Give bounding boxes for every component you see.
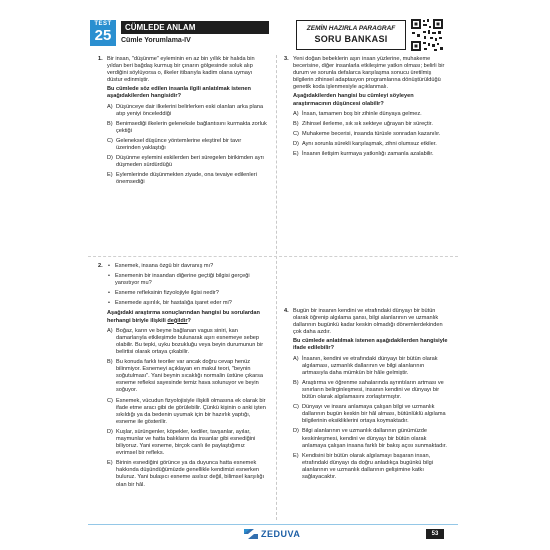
- option-text: Düşünceye dair ilkelerini belirlerken eski olanları arka plana atıp yeniyi önceleddiği: [116, 103, 264, 117]
- option-d[interactable]: [293, 141, 451, 148]
- zeduva-logo-icon: [244, 528, 258, 540]
- page-number: 53: [426, 529, 444, 539]
- question-stem: [107, 310, 267, 324]
- option-text: Bilgi alanlarının ve uzmanlık dallarının günümüzde keskinleşmesi, kendini ve dünyayı bir bütün olarak anlamaya çalışan insana farklı bir bakış açısı sunmaktadır.: [302, 428, 447, 449]
- option-e[interactable]: [107, 460, 267, 488]
- option-letter: B): [293, 379, 299, 386]
- test-number-badge: [90, 20, 116, 46]
- stem-underlined-word: değildir: [167, 317, 188, 324]
- option-letter: A): [107, 103, 113, 110]
- option-letter: D): [293, 428, 299, 435]
- option-letter: D): [107, 155, 113, 162]
- test-number: 25: [94, 27, 112, 44]
- option-letter: E): [107, 172, 113, 179]
- option-text: Muhakeme becerisi, insanda türüsle sonradan kazanılır.: [302, 130, 441, 137]
- option-d[interactable]: [107, 429, 267, 457]
- option-b[interactable]: [293, 380, 451, 401]
- option-letter: B): [293, 120, 299, 127]
- bullet-question: • Esnemenin bir insandan diğerine geçtiği bilgisi gerçeği yansıtıyor mu?: [107, 273, 267, 287]
- column-divider: [276, 55, 277, 520]
- option-c[interactable]: [107, 138, 267, 152]
- qr-code-icon: [410, 18, 444, 52]
- publisher-logo: [244, 527, 300, 541]
- footer-rule: [88, 524, 458, 525]
- question-number: 4.: [284, 308, 289, 314]
- option-b[interactable]: [107, 121, 267, 135]
- question-number: 2.: [98, 263, 103, 269]
- option-letter: C): [293, 404, 299, 411]
- option-d[interactable]: [107, 155, 267, 169]
- option-text: Eylemlerinde düşünmekten ziyade, ona tevaiye edilenleri önemsediği: [116, 172, 257, 186]
- question-1: [98, 56, 267, 190]
- option-letter: D): [107, 428, 113, 435]
- option-text: Geleneksel düşünce yöntemlerine eleştirel bir tavır üzerinden yaklaştığı: [116, 137, 242, 152]
- question-text: Bugün bir insanın kendini ve etrafındaki dünyayı bir bütün olarak öğrenip algılama şansı, bilgi alanlarının ve uzmanlık dallarının bugünkü kadar keskin olmadığı dönemlerdekinden çok daha azdır.: [293, 308, 443, 336]
- question-text: Bir insan, "düşünme" eyleminin en az bin yıllık bir halıda bin yıldan beri bağdaş kurmuş bir çınarın gölgesinde soluk alıp verdiğini söylüyorsa o, ilkeler itibarıyla kadim olana uymayı düstur edinmiştir.: [107, 56, 255, 84]
- logo-text: ZEDUVA: [261, 529, 301, 539]
- option-text: Düşünme eylemini eskilerden beri süregelen birikimden ayrı düşmeden sürdürdüğü: [116, 155, 264, 169]
- stem-end: ?: [187, 317, 191, 324]
- option-b[interactable]: [107, 359, 267, 394]
- bullet-question: • Esneme refleksinin fizyolojiyle ilgisi nedir?: [107, 290, 267, 297]
- test-word: TEST: [94, 21, 112, 27]
- option-a[interactable]: [293, 356, 451, 377]
- question-4: [284, 308, 451, 484]
- bullet-question: • Esnemek, insana özgü bir davranış mı?: [107, 263, 267, 270]
- option-c[interactable]: [293, 404, 451, 425]
- option-c[interactable]: [293, 131, 451, 138]
- question-stem: Bu cümlede anlatılmak istenen aşağıdakilerden hangisiyle ifade edilebilir?: [293, 338, 448, 352]
- question-stem: Aşağıdakilerden hangisi bu cümleyi söyleyen araştırmacının düşüncesi olabilir?: [293, 93, 414, 107]
- section-subtitle: Cümle Yorumlama-IV: [121, 37, 191, 44]
- stem-text: Aşağıdaki araştırma sonuçlarından hangisi bu sorulardan herhangi biriyle ilişkili: [107, 310, 260, 324]
- option-text: Bu konuda farklı teoriler var ancak doğru cevap henüz bilinmiyor. Esnemeyi açıklayan en makul teori, "beynin soğutulması". Yani beynin sıcaklığı normalin üstüne çıkarsa esneme refleksi sayesinde temiz hava solunuyor ve beyin soğuyor.: [116, 359, 263, 394]
- option-b[interactable]: [293, 121, 451, 128]
- option-letter: E): [107, 460, 113, 467]
- option-a[interactable]: [293, 111, 451, 118]
- option-e[interactable]: [293, 453, 451, 481]
- option-d[interactable]: [293, 428, 451, 449]
- option-letter: A): [293, 110, 299, 117]
- question-2: [98, 263, 267, 492]
- option-text: Esnemek, vücudun fizyolojisiyle ilişkili olmasına ek olarak bir ifade etme aracı gibi de görülebilir. Çünkü kişinin o anki işten sıkıldığı ya da bedenin uyumak için bir hazırlık yaptığı, esneme ile gösterilir.: [116, 397, 266, 425]
- option-letter: E): [293, 151, 299, 158]
- option-letter: A): [107, 327, 113, 334]
- option-e[interactable]: [293, 151, 451, 158]
- option-c[interactable]: [107, 398, 267, 426]
- option-text: Dünyayı ve insanı anlamaya çalışan bilgi ve uzmanlık dallarının bugün keskin bir hâl alması, bütünlüklü algılama bilgilerinin eksikliklerini ortaya koymaktadır.: [302, 404, 446, 425]
- option-e[interactable]: [107, 172, 267, 186]
- question-3: [284, 56, 451, 161]
- section-title: CÜMLEDE ANLAM: [121, 21, 269, 34]
- option-letter: B): [107, 359, 113, 366]
- question-text: Yeni doğan bebeklerin aşırı insan yüzlerine, muhakeme becerisine, diğer insanlarla etkileşime yatkın olması; belirli bir durum ve sorunla defalarca karşılaşma sonucu üretilmiş bilgilerin zihinsel adaptasyon programlarına dönüştürüldüğü genetik koda işlenmesiyle açıklanmalı.: [293, 56, 445, 91]
- option-text: Boğaz, karın ve beyne bağlanan vagus siniri, kan damarlarıyla etkileşimde bulunarak aşırı esnemeye sebep olabilir. Bu tepki, uyku bozukluğu veya beyin durumunun bir belirtisi olarak ortaya çıkabilir.: [116, 327, 264, 355]
- option-text: Kuşlar, sürüngenler, köpekler, kediler, tavşanlar, ayılar, maymunlar ve hatta balıkların da insanlar gibi esnediğini biliyoruz. Yani esneme, birçok canlı ile paylaştığımız evrimsel bir refleks.: [116, 428, 256, 457]
- option-letter: C): [107, 397, 113, 404]
- option-text: İnsan, tamamen boş bir zihinle dünyaya gelmez.: [302, 110, 422, 117]
- book-title-line2: SORU BANKASI: [314, 34, 388, 44]
- option-text: Benimsediği ilkelerin geleneksle bağlantısını kurmakta zorluk çektiği: [116, 120, 267, 134]
- book-title-box: [296, 20, 406, 50]
- bullet-question: • Esnemede aşırılık, bir hastalığa işaret eder mi?: [107, 300, 267, 307]
- option-a[interactable]: [107, 328, 267, 356]
- option-letter: D): [293, 140, 299, 147]
- question-number: 3.: [284, 56, 289, 62]
- option-letter: C): [293, 130, 299, 137]
- question-number: 1.: [98, 56, 103, 62]
- option-text: Araştırma ve öğrenme sahalarında ayrıntıların artması ve sınırların belirginleşmesi, insanın kendini ve dünyayı bir bütün olarak algılamasını zorlaştırmıştır.: [302, 379, 444, 401]
- option-text: Kendisini bir bütün olarak algılamayı başaran insan, etrafındaki dünyayı da doğru anladıkça bugünkü bilgi alanlarının ve uzmanlık dallarının gelişimine katkı sağlayacaktır.: [302, 452, 433, 480]
- option-text: İnsanın iletişim kurmaya yatkınlığı zamanla azalabilir.: [302, 151, 434, 158]
- option-text: Birinin esnediğini görünce ya da duyunca hatta esnemek hakkında düşündüğümüzde genellikle kendimizi esnerken buluruz. Yani bulaşıcı esneme asılsız değil, bilimsel karşılığı olan bir hâl.: [116, 460, 265, 488]
- option-text: Zihinsel ilerleme, sık sık sekteye uğrayan bir süreçtir.: [302, 120, 433, 127]
- option-letter: A): [293, 355, 299, 362]
- option-letter: C): [107, 137, 113, 144]
- question-stem: Bu cümlede söz edilen insanla ilgili anlatılmak istenen aşağıdakilerden hangisidir?: [107, 86, 251, 100]
- option-a[interactable]: [107, 104, 267, 118]
- option-text: İnsanın, kendini ve etrafındaki dünyayı bir bütün olarak algılaması, uzmanlık dallarının ve bilgi alanlarının artmasıyla daha mümkün bir hâle gelmiştir.: [302, 355, 438, 376]
- book-title-line1: ZEMİN HAZIRLA PARAGRAF: [306, 25, 396, 32]
- row-divider: [88, 256, 458, 257]
- option-letter: B): [107, 120, 113, 127]
- option-text: Aynı sorunla sürekli karşılaşmak, zihni olumsuz etkiler.: [302, 140, 437, 147]
- option-letter: E): [293, 452, 299, 459]
